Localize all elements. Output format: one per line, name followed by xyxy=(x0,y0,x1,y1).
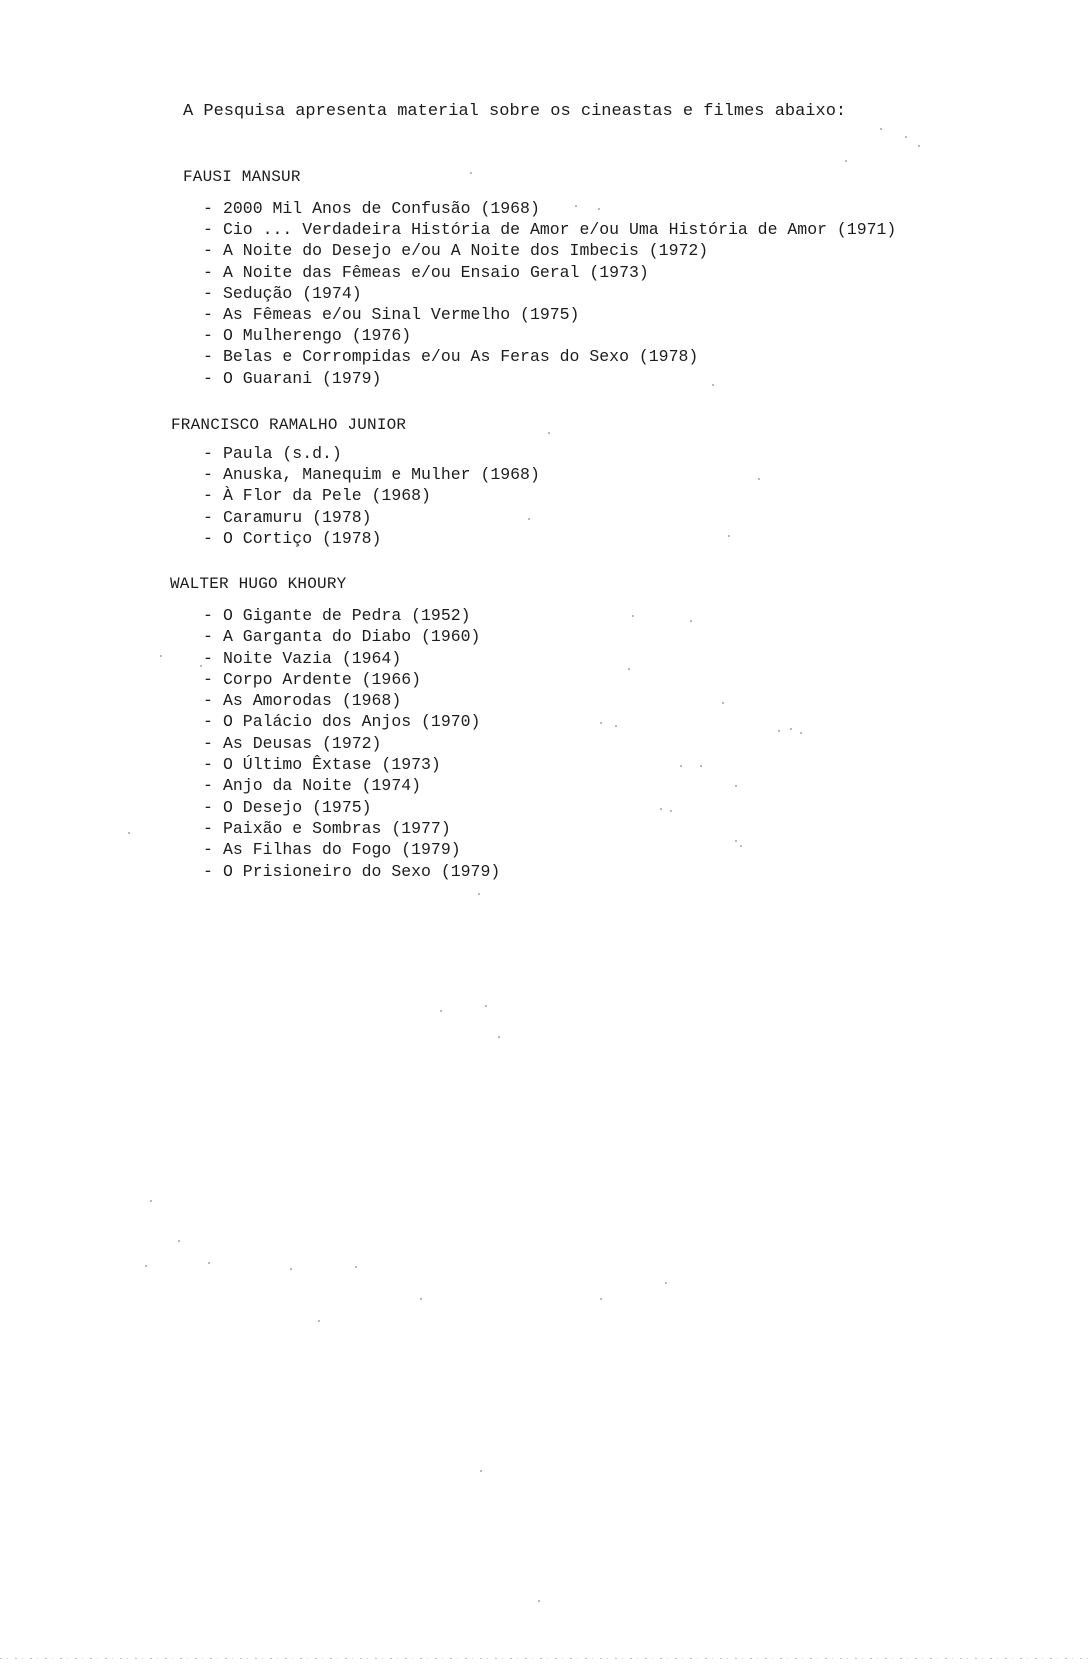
film-title: 2000 Mil Anos de Confusão (1968) xyxy=(223,199,540,218)
list-marker: - xyxy=(203,444,213,463)
list-marker: - xyxy=(203,283,213,303)
scan-speck xyxy=(355,1266,357,1268)
scan-edge-line xyxy=(0,1658,1088,1659)
scan-speck xyxy=(128,832,130,834)
list-marker: - xyxy=(203,507,213,527)
scan-speck xyxy=(722,702,724,704)
scan-speck xyxy=(178,1240,180,1242)
list-item xyxy=(203,861,500,882)
list-marker: - xyxy=(203,528,213,548)
film-title: As Fêmeas e/ou Sinal Vermelho (1975) xyxy=(223,304,580,324)
list-marker: - xyxy=(203,712,213,732)
list-marker: - xyxy=(203,347,213,367)
film-list-fausi-mansur xyxy=(203,198,896,389)
list-item xyxy=(203,775,500,796)
scan-speck xyxy=(200,665,202,667)
scan-speck xyxy=(845,160,847,162)
list-item xyxy=(203,283,896,304)
scan-speck xyxy=(778,730,780,732)
list-item xyxy=(203,818,500,839)
scan-speck xyxy=(735,785,737,787)
film-title: A Noite das Fêmeas e/ou Ensaio Geral (1973) xyxy=(223,262,649,282)
list-item xyxy=(203,262,896,283)
list-marker: - xyxy=(203,818,213,838)
list-item xyxy=(203,464,540,485)
scan-speck xyxy=(758,478,760,480)
scan-speck xyxy=(575,205,577,207)
list-marker: - xyxy=(203,648,213,668)
scan-speck xyxy=(208,1262,210,1264)
film-title: As Filhas do Fogo (1979) xyxy=(223,840,461,860)
film-title: Cio ... Verdadeira História de Amor e/ou Uma História de Amor (1971) xyxy=(223,220,897,240)
film-title: Paula (s.d.) xyxy=(223,444,342,463)
film-title: O Palácio dos Anjos (1970) xyxy=(223,712,481,732)
film-title: As Deusas (1972) xyxy=(223,733,382,753)
list-item xyxy=(203,605,500,626)
list-item xyxy=(203,648,500,669)
scan-speck xyxy=(600,1298,602,1300)
scan-speck xyxy=(670,810,672,812)
list-marker: - xyxy=(203,368,213,388)
list-marker: - xyxy=(203,776,213,796)
film-list-walter-hugo-khoury xyxy=(203,605,500,882)
film-title: Anuska, Manequim e Mulher (1968) xyxy=(223,465,540,485)
list-item xyxy=(203,240,896,261)
list-item xyxy=(203,368,896,389)
list-item xyxy=(203,733,500,754)
scan-speck xyxy=(598,208,600,210)
film-list-francisco-ramalho-junior xyxy=(203,443,540,549)
scan-speck xyxy=(905,136,907,138)
scan-speck xyxy=(318,1320,320,1322)
list-item xyxy=(203,443,540,464)
scan-speck xyxy=(628,668,630,670)
list-item xyxy=(203,346,896,367)
list-item xyxy=(203,325,896,346)
scan-speck xyxy=(498,1036,500,1038)
list-item xyxy=(203,507,540,528)
scan-speck xyxy=(145,1265,147,1267)
list-item xyxy=(203,304,896,325)
film-title: O Mulherengo (1976) xyxy=(223,326,412,346)
list-marker: - xyxy=(203,241,213,261)
list-item xyxy=(203,528,540,549)
film-title: A Garganta do Diabo (1960) xyxy=(223,627,481,647)
director-heading-fausi-mansur: FAUSI MANSUR xyxy=(183,168,301,186)
scan-speck xyxy=(615,725,617,727)
film-title: O Último Êxtase (1973) xyxy=(223,755,441,775)
list-marker: - xyxy=(203,486,213,506)
list-item xyxy=(203,797,500,818)
film-title: As Amorodas (1968) xyxy=(223,691,402,711)
scan-speck xyxy=(420,1298,422,1300)
scan-speck xyxy=(690,620,692,622)
scan-speck xyxy=(665,1282,667,1284)
scan-speck xyxy=(485,1005,487,1007)
list-item xyxy=(203,711,500,732)
film-title: O Desejo (1975) xyxy=(223,797,372,817)
scan-speck xyxy=(735,840,737,842)
list-marker: - xyxy=(203,326,213,346)
list-item xyxy=(203,839,500,860)
scan-speck xyxy=(880,128,882,130)
film-title: Corpo Ardente (1966) xyxy=(223,669,422,689)
director-heading-francisco-ramalho-junior: FRANCISCO RAMALHO JUNIOR xyxy=(171,416,407,434)
film-title: Noite Vazia (1964) xyxy=(223,648,402,668)
scan-speck xyxy=(470,172,472,174)
list-marker: - xyxy=(203,797,213,817)
film-title: Caramuru (1978) xyxy=(223,507,372,527)
scan-speck xyxy=(790,728,792,730)
film-title: Paixão e Sombras (1977) xyxy=(223,818,451,838)
scan-speck xyxy=(548,432,550,434)
scan-speck xyxy=(660,808,662,810)
scan-speck xyxy=(150,1200,152,1202)
film-title: O Gigante de Pedra (1952) xyxy=(223,606,471,625)
scan-speck xyxy=(478,893,480,895)
list-marker: - xyxy=(203,691,213,711)
list-marker: - xyxy=(203,606,213,625)
intro-text: A Pesquisa apresenta material sobre os cineastas e filmes abaixo: xyxy=(183,102,847,121)
scan-speck xyxy=(700,765,702,767)
list-marker: - xyxy=(203,220,213,240)
list-marker: - xyxy=(203,262,213,282)
list-item xyxy=(203,219,896,240)
film-title: À Flor da Pele (1968) xyxy=(223,486,431,506)
director-heading-walter-hugo-khoury: WALTER HUGO KHOURY xyxy=(170,575,347,593)
scan-speck xyxy=(632,615,634,617)
list-marker: - xyxy=(203,861,213,881)
list-marker: - xyxy=(203,733,213,753)
film-title: Belas e Corrompidas e/ou As Feras do Sexo (1978) xyxy=(223,347,699,367)
list-marker: - xyxy=(203,669,213,689)
scan-speck xyxy=(440,1010,442,1012)
scan-speck xyxy=(680,765,682,767)
scan-speck xyxy=(728,535,730,537)
film-title: A Noite do Desejo e/ou A Noite dos Imbecis (1972) xyxy=(223,241,709,261)
scan-speck xyxy=(160,655,162,657)
film-title: O Guarani (1979) xyxy=(223,368,382,388)
list-marker: - xyxy=(203,199,213,218)
list-item xyxy=(203,669,500,690)
list-item xyxy=(203,198,896,219)
scan-speck xyxy=(528,518,530,520)
scan-speck xyxy=(538,1600,540,1602)
list-marker: - xyxy=(203,840,213,860)
list-item xyxy=(203,485,540,506)
film-title: Sedução (1974) xyxy=(223,283,362,303)
scan-speck xyxy=(800,732,802,734)
scan-speck xyxy=(712,384,714,386)
film-title: Anjo da Noite (1974) xyxy=(223,776,422,796)
scan-speck xyxy=(290,1268,292,1270)
film-title: O Prisioneiro do Sexo (1979) xyxy=(223,861,501,881)
list-marker: - xyxy=(203,627,213,647)
list-marker: - xyxy=(203,304,213,324)
scan-speck xyxy=(600,722,602,724)
list-marker: - xyxy=(203,755,213,775)
list-item xyxy=(203,626,500,647)
list-marker: - xyxy=(203,465,213,485)
list-item xyxy=(203,690,500,711)
scan-speck xyxy=(480,1470,482,1472)
scan-speck xyxy=(740,845,742,847)
scan-speck xyxy=(918,145,920,147)
list-item xyxy=(203,754,500,775)
film-title: O Cortiço (1978) xyxy=(223,528,382,548)
